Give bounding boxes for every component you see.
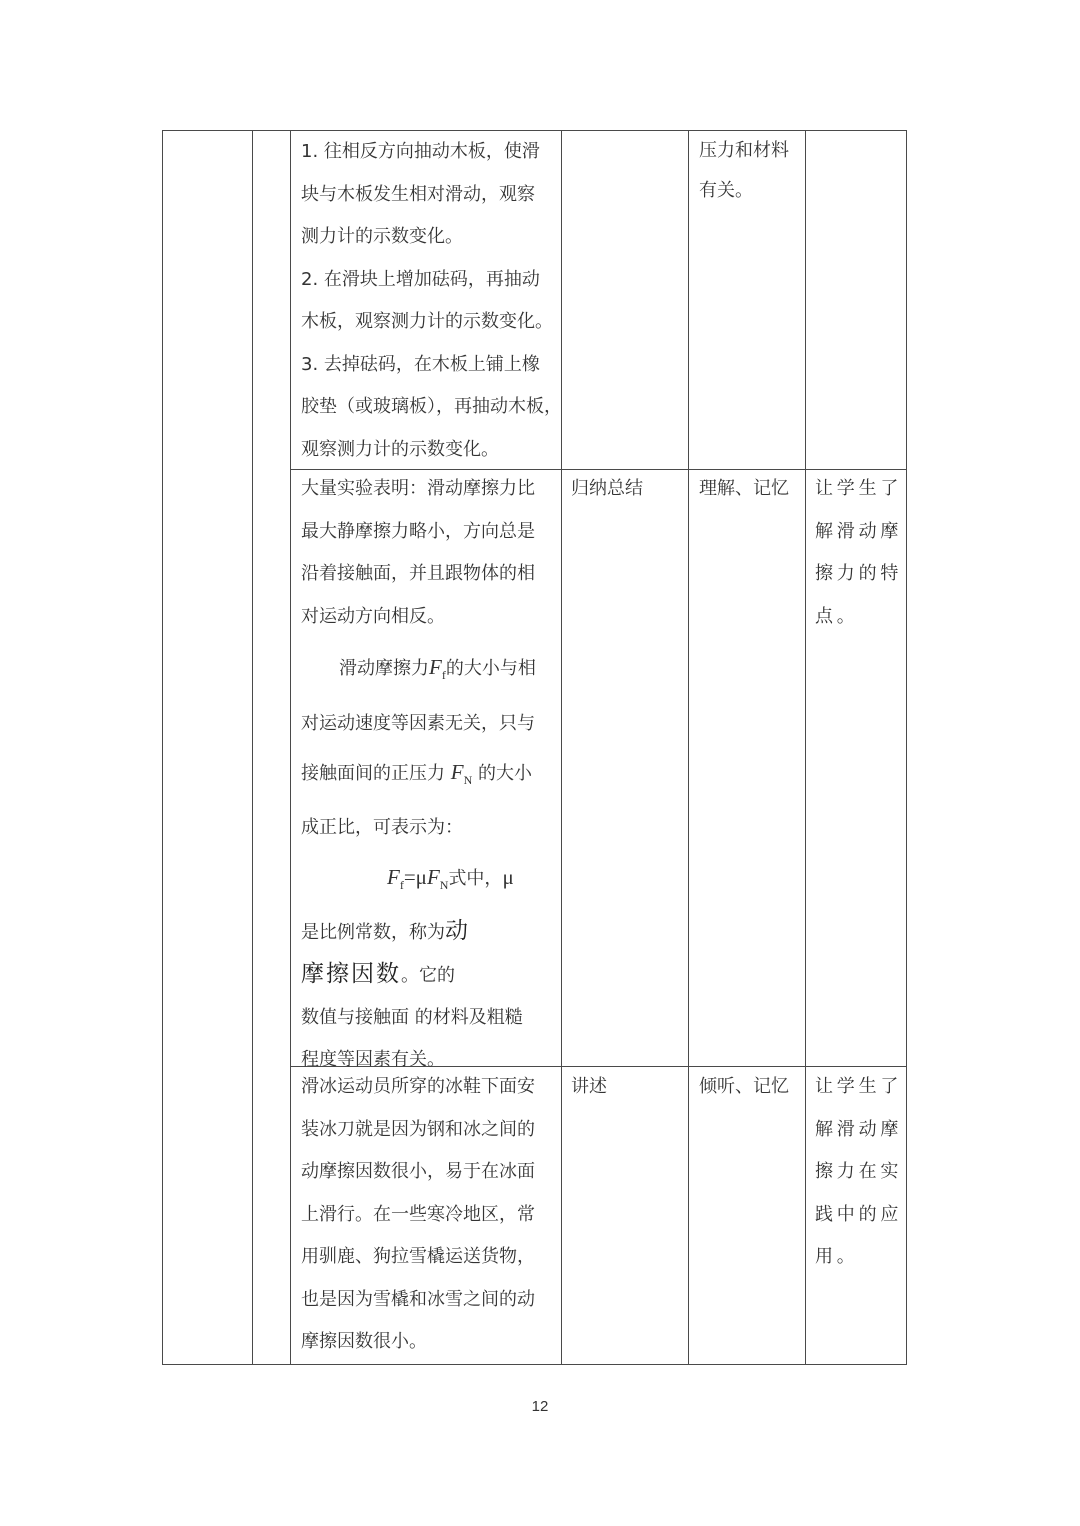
row1-content-cell xyxy=(301,131,562,471)
row3-intent-line: 让学生了 xyxy=(815,1076,903,1097)
row1-content-line: 1. 往相反方向抽动木板，使滑 xyxy=(301,141,540,162)
row3-intent-line: 擦力在实 xyxy=(815,1161,903,1182)
row1-student-line: 有关。 xyxy=(699,180,753,201)
row2-content-line: 数值与接触面 的材料及粗糙 xyxy=(301,1006,523,1028)
row3-content-line: 滑冰运动员所穿的冰鞋下面安 xyxy=(301,1076,535,1097)
row2-content-line: 对运动方向相反。 xyxy=(301,605,445,627)
row2-intent-line: 擦力的特 xyxy=(815,563,903,584)
row2-normal-force-prefix: 接触面间的正压力 xyxy=(301,763,445,785)
table-border-bottom xyxy=(162,1364,907,1365)
row2-content-cell xyxy=(301,468,536,1081)
row2-para2-suffix: 的大小与相 xyxy=(445,658,536,679)
definition-term-line xyxy=(301,953,536,997)
friction-symbol: $F_f$ xyxy=(429,655,446,683)
row3-content-line: 动摩擦因数很小，易于在冰面 xyxy=(301,1161,535,1182)
row3-content-line: 摩擦因数很小。 xyxy=(301,1331,427,1352)
row2-intent-line: 点。 xyxy=(815,605,859,627)
row3-student-cell: 倾听、记忆 xyxy=(699,1076,789,1097)
row2-content-line: 大量实验表明：滑动摩擦力比 xyxy=(301,478,535,499)
table-border-left xyxy=(162,130,163,1365)
row2-content-line: 程度等因素有关。 xyxy=(301,1048,445,1070)
formula-tail: 式中， xyxy=(448,868,503,890)
row2-para2-line3 xyxy=(301,748,536,804)
row3-intent-line: 用。 xyxy=(815,1246,859,1267)
page-number: 12 xyxy=(531,1398,549,1415)
row2-para2-prefix: 滑动摩擦力 xyxy=(339,658,429,679)
row3-content-line: 也是因为雪橇和冰雪之间的动 xyxy=(301,1288,535,1310)
friction-formula: $F_f=\mu F_N$ xyxy=(387,865,449,893)
row1-content-line: 木板，观察测力计的示数变化。 xyxy=(301,311,553,332)
row3-intent-line: 践中的应 xyxy=(815,1203,903,1225)
row3-intent-line: 解滑动摩 xyxy=(815,1118,903,1140)
row1-content-line: 观察测力计的示数变化。 xyxy=(301,438,499,460)
friction-formula-line xyxy=(301,852,536,910)
row3-content-line: 上滑行。在一些寒冷地区，常 xyxy=(301,1203,535,1225)
column-divider-1 xyxy=(252,130,253,1365)
row1-content-line: 胶垫（或玻璃板），再抽动木板， xyxy=(301,396,562,417)
row2-content-line: 对运动速度等因素无关，只与 xyxy=(301,713,535,735)
row1-student-line: 压力和材料 xyxy=(699,140,789,161)
row2-para2-line1 xyxy=(301,642,536,700)
definition-prefix: 是比例常数，称为 xyxy=(301,921,445,943)
row2-content-line: 沿着接触面，并且跟物体的相 xyxy=(301,563,535,584)
row3-intent-cell xyxy=(815,1066,902,1279)
row2-content-line: 最大静摩擦力略小，方向总是 xyxy=(301,520,535,542)
definition-suffix: 。它的 xyxy=(401,964,455,986)
row3-teacher-cell: 讲述 xyxy=(571,1076,607,1097)
definition-term-start: 动 xyxy=(445,917,470,944)
row1-content-line: 2. 在滑块上增加砝码，再抽动 xyxy=(301,268,540,290)
row1-content-line: 3. 去掉砝码，在木板上铺上橡 xyxy=(301,353,540,375)
column-divider-4 xyxy=(688,130,689,1365)
row1-content-line: 块与木板发生相对滑动，观察 xyxy=(301,183,535,205)
row3-content-line: 装冰刀就是因为钢和冰之间的 xyxy=(301,1118,535,1140)
column-divider-2 xyxy=(290,130,291,1365)
row1-content-line: 测力计的示数变化。 xyxy=(301,226,463,247)
row2-normal-force-suffix: 的大小 xyxy=(477,763,532,785)
normal-force-symbol: $F_N$ xyxy=(450,760,473,788)
row2-student-cell: 理解、记忆 xyxy=(699,478,789,499)
column-divider-5 xyxy=(805,130,806,1365)
row2-content-line: 成正比，可表示为： xyxy=(301,817,463,839)
definition-term: 摩擦因数 xyxy=(301,960,401,987)
row2-intent-line: 解滑动摩 xyxy=(815,520,903,542)
row2-teacher-cell: 归纳总结 xyxy=(571,478,643,499)
definition-line xyxy=(301,911,536,953)
table-border-right xyxy=(906,130,907,1365)
mu-symbol: μ xyxy=(502,865,514,890)
row2-intent-line: 让学生了 xyxy=(815,478,903,499)
row1-student-cell xyxy=(699,131,789,211)
row2-intent-cell xyxy=(815,468,902,638)
row3-content-cell xyxy=(301,1066,535,1364)
row3-content-line: 用驯鹿、狗拉雪橇运送货物， xyxy=(301,1246,535,1267)
